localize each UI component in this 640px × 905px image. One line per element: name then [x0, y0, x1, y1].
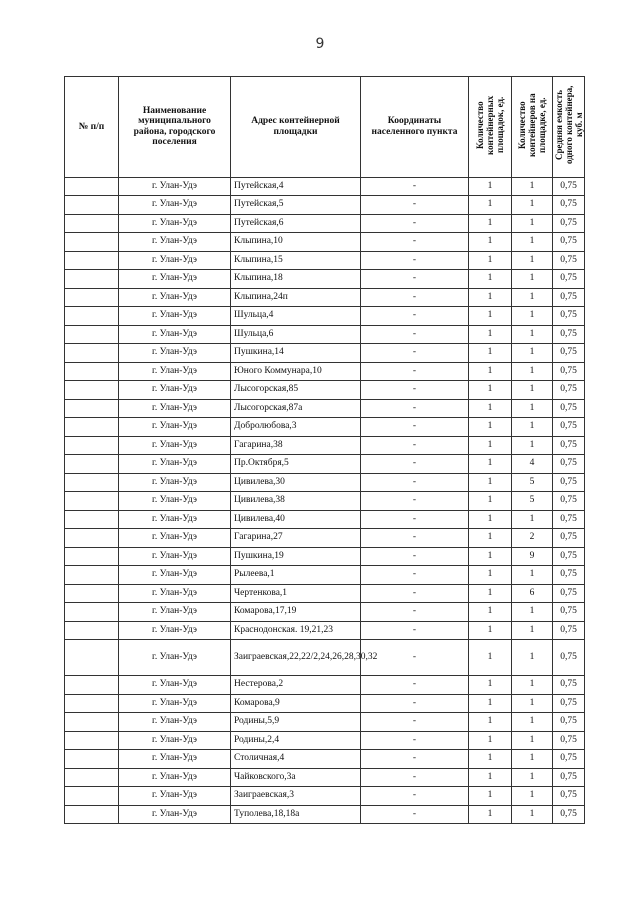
cell-containers: 1	[512, 805, 553, 824]
table-row	[65, 621, 585, 640]
cell-coords: -	[361, 547, 469, 566]
cell-containers: 6	[512, 584, 553, 603]
cell-district: г. Улан-Удэ	[119, 731, 231, 750]
cell-district: г. Улан-Удэ	[119, 547, 231, 566]
cell-capacity: 0,75	[553, 325, 585, 344]
cell-containers: 1	[512, 251, 553, 270]
cell-address: Заиграевская,22,22/2,24,26,28,30,32	[231, 640, 361, 676]
cell-district: г. Улан-Удэ	[119, 177, 231, 196]
cell-num	[65, 473, 119, 492]
cell-capacity: 0,75	[553, 640, 585, 676]
cell-address: Гагарина,38	[231, 436, 361, 455]
cell-capacity: 0,75	[553, 492, 585, 511]
cell-capacity: 0,75	[553, 362, 585, 381]
cell-sites: 1	[469, 177, 512, 196]
cell-capacity: 0,75	[553, 621, 585, 640]
cell-num	[65, 787, 119, 806]
cell-address: Пушкина,14	[231, 344, 361, 363]
cell-coords: -	[361, 787, 469, 806]
table-row	[65, 805, 585, 824]
table-row	[65, 694, 585, 713]
cell-coords: -	[361, 510, 469, 529]
cell-sites: 1	[469, 621, 512, 640]
cell-containers: 1	[512, 566, 553, 585]
cell-containers: 1	[512, 768, 553, 787]
cell-capacity: 0,75	[553, 547, 585, 566]
cell-coords: -	[361, 436, 469, 455]
cell-district: г. Улан-Удэ	[119, 214, 231, 233]
cell-address: Чайковского,3а	[231, 768, 361, 787]
table-row	[65, 196, 585, 215]
cell-district: г. Улан-Удэ	[119, 325, 231, 344]
cell-district: г. Улан-Удэ	[119, 381, 231, 400]
cell-containers: 1	[512, 676, 553, 695]
cell-capacity: 0,75	[553, 381, 585, 400]
cell-num	[65, 251, 119, 270]
cell-district: г. Улан-Удэ	[119, 510, 231, 529]
cell-capacity: 0,75	[553, 584, 585, 603]
cell-address: Шульца,6	[231, 325, 361, 344]
table-row	[65, 233, 585, 252]
cell-address: Пр.Октября,5	[231, 455, 361, 474]
cell-num	[65, 233, 119, 252]
header-capacity-text: Средняя емкость одного контейнера, куб. м	[553, 85, 584, 165]
cell-address: Путейская,4	[231, 177, 361, 196]
cell-capacity: 0,75	[553, 270, 585, 289]
cell-containers: 1	[512, 640, 553, 676]
cell-address: Добролюбова,3	[231, 418, 361, 437]
table-row	[65, 455, 585, 474]
cell-capacity: 0,75	[553, 805, 585, 824]
cell-coords: -	[361, 603, 469, 622]
cell-capacity: 0,75	[553, 473, 585, 492]
cell-capacity: 0,75	[553, 214, 585, 233]
cell-district: г. Улан-Удэ	[119, 251, 231, 270]
cell-district: г. Улан-Удэ	[119, 492, 231, 511]
cell-sites: 1	[469, 307, 512, 326]
cell-capacity: 0,75	[553, 750, 585, 769]
table-row	[65, 436, 585, 455]
cell-district: г. Улан-Удэ	[119, 805, 231, 824]
cell-coords: -	[361, 529, 469, 548]
cell-address: Шульца,4	[231, 307, 361, 326]
cell-containers: 1	[512, 750, 553, 769]
cell-address: Лысогорская,87а	[231, 399, 361, 418]
cell-coords: -	[361, 251, 469, 270]
cell-containers: 4	[512, 455, 553, 474]
cell-capacity: 0,75	[553, 455, 585, 474]
table-row	[65, 473, 585, 492]
cell-coords: -	[361, 288, 469, 307]
header-sites-text: Количество контейнерных площадок, ед.	[475, 95, 505, 155]
cell-district: г. Улан-Удэ	[119, 694, 231, 713]
cell-num	[65, 510, 119, 529]
cell-containers: 1	[512, 381, 553, 400]
cell-address: Туполева,18,18а	[231, 805, 361, 824]
table-row	[65, 529, 585, 548]
cell-num	[65, 455, 119, 474]
cell-capacity: 0,75	[553, 676, 585, 695]
cell-sites: 1	[469, 805, 512, 824]
cell-sites: 1	[469, 676, 512, 695]
cell-num	[65, 418, 119, 437]
table-row	[65, 381, 585, 400]
cell-num	[65, 640, 119, 676]
cell-containers: 1	[512, 362, 553, 381]
cell-containers: 1	[512, 177, 553, 196]
table-row	[65, 566, 585, 585]
cell-capacity: 0,75	[553, 288, 585, 307]
cell-address: Клыпина,24п	[231, 288, 361, 307]
cell-containers: 1	[512, 621, 553, 640]
cell-district: г. Улан-Удэ	[119, 473, 231, 492]
cell-address: Путейская,6	[231, 214, 361, 233]
cell-capacity: 0,75	[553, 694, 585, 713]
cell-sites: 1	[469, 768, 512, 787]
cell-sites: 1	[469, 492, 512, 511]
cell-num	[65, 325, 119, 344]
cell-num	[65, 529, 119, 548]
cell-capacity: 0,75	[553, 713, 585, 732]
cell-district: г. Улан-Удэ	[119, 196, 231, 215]
cell-coords: -	[361, 233, 469, 252]
cell-capacity: 0,75	[553, 436, 585, 455]
cell-district: г. Улан-Удэ	[119, 362, 231, 381]
cell-sites: 1	[469, 233, 512, 252]
cell-containers: 1	[512, 325, 553, 344]
cell-district: г. Улан-Удэ	[119, 584, 231, 603]
cell-address: Комарова,9	[231, 694, 361, 713]
cell-coords: -	[361, 676, 469, 695]
cell-capacity: 0,75	[553, 399, 585, 418]
header-coords: Координаты населенного пункта	[361, 77, 469, 178]
cell-capacity: 0,75	[553, 196, 585, 215]
cell-containers: 1	[512, 233, 553, 252]
cell-containers: 1	[512, 603, 553, 622]
cell-num	[65, 805, 119, 824]
page-number: 9	[315, 36, 325, 52]
cell-containers: 1	[512, 399, 553, 418]
cell-num	[65, 344, 119, 363]
table-body	[65, 177, 585, 824]
cell-address: Клыпина,18	[231, 270, 361, 289]
cell-capacity: 0,75	[553, 768, 585, 787]
cell-containers: 1	[512, 694, 553, 713]
cell-sites: 1	[469, 713, 512, 732]
table-row	[65, 214, 585, 233]
cell-address: Лысогорская,85	[231, 381, 361, 400]
table-row	[65, 362, 585, 381]
cell-sites: 1	[469, 455, 512, 474]
cell-capacity: 0,75	[553, 510, 585, 529]
cell-num	[65, 731, 119, 750]
cell-num	[65, 492, 119, 511]
cell-num	[65, 713, 119, 732]
cell-coords: -	[361, 492, 469, 511]
cell-coords: -	[361, 214, 469, 233]
cell-containers: 1	[512, 510, 553, 529]
cell-sites: 1	[469, 251, 512, 270]
container-sites-table	[64, 76, 585, 824]
cell-district: г. Улан-Удэ	[119, 768, 231, 787]
cell-district: г. Улан-Удэ	[119, 713, 231, 732]
table-row	[65, 547, 585, 566]
cell-sites: 1	[469, 694, 512, 713]
cell-num	[65, 362, 119, 381]
cell-address: Пушкина,19	[231, 547, 361, 566]
cell-sites: 1	[469, 566, 512, 585]
cell-address: Юного Коммунара,10	[231, 362, 361, 381]
cell-district: г. Улан-Удэ	[119, 455, 231, 474]
table-row	[65, 325, 585, 344]
cell-num	[65, 307, 119, 326]
header-address: Адрес контейнерной площадки	[231, 77, 361, 178]
cell-district: г. Улан-Удэ	[119, 529, 231, 548]
cell-address: Путейская,5	[231, 196, 361, 215]
cell-num	[65, 621, 119, 640]
cell-num	[65, 177, 119, 196]
cell-coords: -	[361, 768, 469, 787]
cell-coords: -	[361, 731, 469, 750]
cell-containers: 1	[512, 713, 553, 732]
cell-num	[65, 381, 119, 400]
cell-capacity: 0,75	[553, 251, 585, 270]
cell-num	[65, 196, 119, 215]
cell-num	[65, 399, 119, 418]
cell-address: Столичная,4	[231, 750, 361, 769]
cell-containers: 1	[512, 307, 553, 326]
cell-capacity: 0,75	[553, 233, 585, 252]
cell-containers: 2	[512, 529, 553, 548]
header-capacity	[553, 77, 585, 178]
cell-coords: -	[361, 196, 469, 215]
cell-sites: 1	[469, 603, 512, 622]
header-num: № п/п	[65, 77, 119, 178]
cell-coords: -	[361, 418, 469, 437]
cell-address: Клыпина,10	[231, 233, 361, 252]
table-row	[65, 750, 585, 769]
cell-coords: -	[361, 805, 469, 824]
table-header	[65, 77, 585, 178]
cell-coords: -	[361, 750, 469, 769]
cell-district: г. Улан-Удэ	[119, 270, 231, 289]
table-row	[65, 787, 585, 806]
cell-capacity: 0,75	[553, 177, 585, 196]
cell-num	[65, 768, 119, 787]
cell-sites: 1	[469, 750, 512, 769]
table-row	[65, 418, 585, 437]
cell-coords: -	[361, 566, 469, 585]
cell-district: г. Улан-Удэ	[119, 787, 231, 806]
cell-district: г. Улан-Удэ	[119, 307, 231, 326]
cell-sites: 1	[469, 418, 512, 437]
cell-containers: 1	[512, 288, 553, 307]
table-row	[65, 288, 585, 307]
cell-num	[65, 584, 119, 603]
cell-district: г. Улан-Удэ	[119, 621, 231, 640]
cell-sites: 1	[469, 510, 512, 529]
cell-district: г. Улан-Удэ	[119, 750, 231, 769]
cell-containers: 1	[512, 436, 553, 455]
cell-containers: 1	[512, 270, 553, 289]
cell-num	[65, 214, 119, 233]
cell-capacity: 0,75	[553, 344, 585, 363]
cell-capacity: 0,75	[553, 603, 585, 622]
cell-sites: 1	[469, 288, 512, 307]
cell-containers: 5	[512, 473, 553, 492]
cell-coords: -	[361, 399, 469, 418]
cell-capacity: 0,75	[553, 307, 585, 326]
cell-district: г. Улан-Удэ	[119, 566, 231, 585]
cell-address: Рылеева,1	[231, 566, 361, 585]
cell-address: Краснодонская. 19,21,23	[231, 621, 361, 640]
cell-containers: 1	[512, 787, 553, 806]
cell-coords: -	[361, 621, 469, 640]
cell-address: Клыпина,15	[231, 251, 361, 270]
cell-district: г. Улан-Удэ	[119, 288, 231, 307]
cell-district: г. Улан-Удэ	[119, 399, 231, 418]
cell-district: г. Улан-Удэ	[119, 640, 231, 676]
cell-sites: 1	[469, 584, 512, 603]
cell-num	[65, 547, 119, 566]
table-row	[65, 177, 585, 196]
cell-coords: -	[361, 584, 469, 603]
cell-coords: -	[361, 344, 469, 363]
cell-address: Цивилева,40	[231, 510, 361, 529]
cell-containers: 1	[512, 344, 553, 363]
cell-address: Заиграевская,3	[231, 787, 361, 806]
cell-sites: 1	[469, 436, 512, 455]
cell-sites: 1	[469, 473, 512, 492]
table-row	[65, 676, 585, 695]
table-row	[65, 251, 585, 270]
cell-coords: -	[361, 307, 469, 326]
table-row	[65, 510, 585, 529]
cell-address: Комарова,17,19	[231, 603, 361, 622]
cell-address: Родины,2,4	[231, 731, 361, 750]
cell-coords: -	[361, 325, 469, 344]
table-row	[65, 731, 585, 750]
table-row	[65, 584, 585, 603]
cell-district: г. Улан-Удэ	[119, 436, 231, 455]
cell-containers: 1	[512, 214, 553, 233]
table-row	[65, 399, 585, 418]
cell-num	[65, 750, 119, 769]
cell-district: г. Улан-Удэ	[119, 233, 231, 252]
header-row	[65, 77, 585, 178]
cell-containers: 1	[512, 731, 553, 750]
cell-capacity: 0,75	[553, 787, 585, 806]
cell-num	[65, 694, 119, 713]
cell-num	[65, 566, 119, 585]
cell-sites: 1	[469, 529, 512, 548]
cell-num	[65, 436, 119, 455]
header-containers-text: Количество контейнеров на площадке, ед.	[517, 93, 547, 157]
cell-sites: 1	[469, 731, 512, 750]
cell-containers: 1	[512, 196, 553, 215]
cell-district: г. Улан-Удэ	[119, 344, 231, 363]
table-row	[65, 344, 585, 363]
table-row	[65, 768, 585, 787]
cell-capacity: 0,75	[553, 418, 585, 437]
table-row	[65, 492, 585, 511]
cell-sites: 1	[469, 787, 512, 806]
cell-sites: 1	[469, 196, 512, 215]
table-row	[65, 270, 585, 289]
cell-sites: 1	[469, 399, 512, 418]
cell-containers: 5	[512, 492, 553, 511]
table-row	[65, 713, 585, 732]
cell-sites: 1	[469, 547, 512, 566]
cell-capacity: 0,75	[553, 566, 585, 585]
cell-num	[65, 288, 119, 307]
cell-sites: 1	[469, 344, 512, 363]
cell-coords: -	[361, 455, 469, 474]
cell-num	[65, 603, 119, 622]
cell-district: г. Улан-Удэ	[119, 418, 231, 437]
cell-sites: 1	[469, 640, 512, 676]
cell-coords: -	[361, 694, 469, 713]
cell-district: г. Улан-Удэ	[119, 603, 231, 622]
cell-coords: -	[361, 473, 469, 492]
cell-coords: -	[361, 270, 469, 289]
cell-coords: -	[361, 177, 469, 196]
cell-coords: -	[361, 713, 469, 732]
header-sites	[469, 77, 512, 178]
table-row	[65, 307, 585, 326]
cell-sites: 1	[469, 270, 512, 289]
cell-sites: 1	[469, 214, 512, 233]
cell-sites: 1	[469, 362, 512, 381]
cell-address: Цивилева,38	[231, 492, 361, 511]
cell-address: Родины,5,9	[231, 713, 361, 732]
header-containers	[512, 77, 553, 178]
cell-num	[65, 676, 119, 695]
cell-coords: -	[361, 362, 469, 381]
table-row	[65, 603, 585, 622]
cell-coords: -	[361, 381, 469, 400]
cell-containers: 9	[512, 547, 553, 566]
cell-capacity: 0,75	[553, 529, 585, 548]
table-row	[65, 640, 585, 676]
cell-coords: -	[361, 640, 469, 676]
cell-address: Нестерова,2	[231, 676, 361, 695]
cell-containers: 1	[512, 418, 553, 437]
cell-address: Гагарина,27	[231, 529, 361, 548]
cell-district: г. Улан-Удэ	[119, 676, 231, 695]
cell-address: Чертенкова,1	[231, 584, 361, 603]
cell-sites: 1	[469, 325, 512, 344]
cell-capacity: 0,75	[553, 731, 585, 750]
cell-num	[65, 270, 119, 289]
header-district: Наименование муниципального района, городского поселения	[119, 77, 231, 178]
cell-sites: 1	[469, 381, 512, 400]
cell-address: Цивилева,30	[231, 473, 361, 492]
